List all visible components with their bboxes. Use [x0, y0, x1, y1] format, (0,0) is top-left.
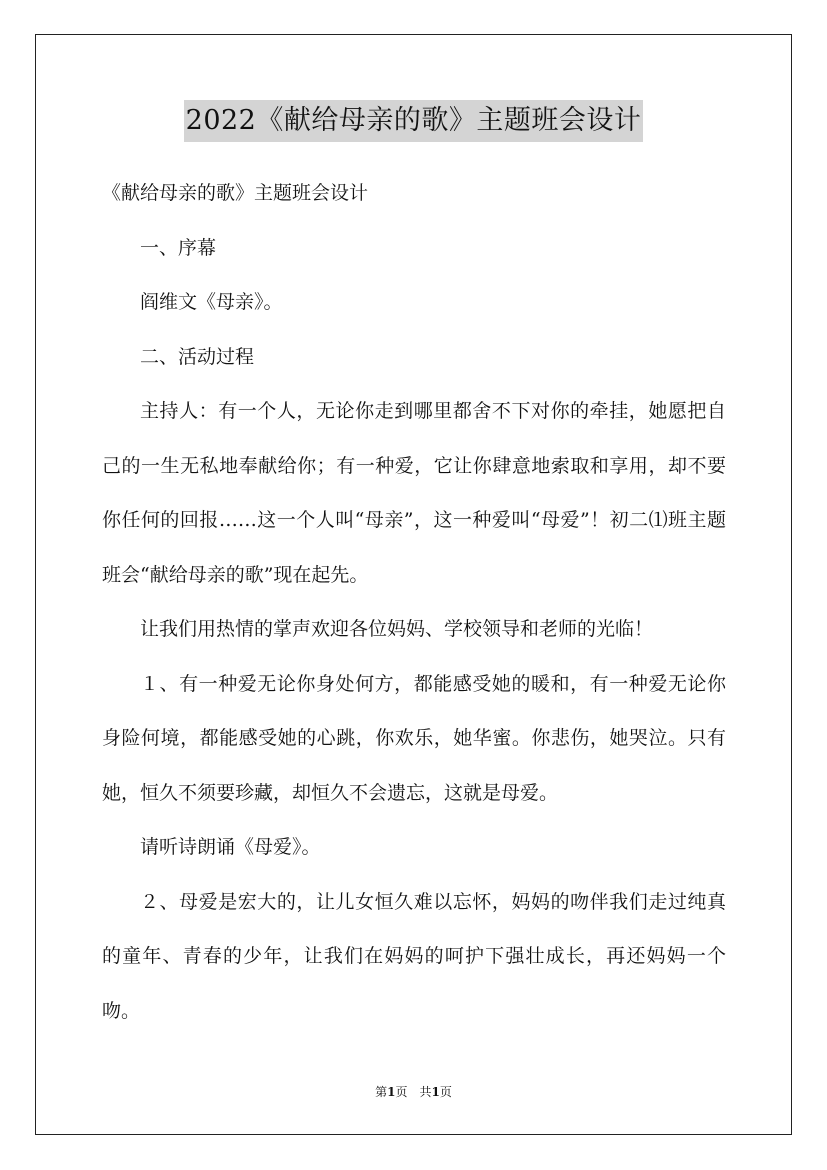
paragraph-welcome: 让我们用热情的掌声欢迎各位妈妈、学校领导和老师的光临！ [140, 618, 654, 640]
title-container [0, 100, 827, 142]
page-total: 1 [431, 1085, 440, 1099]
section-heading-activity: 二、活动过程 [140, 345, 255, 368]
paragraph-item-1: １、有一种爱无论你身处何方，都能感受她的暖和，有一种爱无论你身险何境，都能感受她的心跳，你欢乐，她华蜜。你悲伤，她哭泣。只有她，恒久不须要珍藏，却恒久不会遗忘，这就是母爱。 [102, 672, 726, 804]
total-prefix: 共 [419, 1085, 432, 1099]
total-suffix: 页 [439, 1085, 452, 1099]
document-body [102, 166, 726, 1038]
paragraph-poem: 请听诗朗诵《母爱》。 [140, 836, 321, 858]
page-prefix: 第 [375, 1085, 388, 1099]
page-current: 1 [387, 1085, 396, 1099]
paragraph-subtitle: 《献给母亲的歌》主题班会设计 [102, 182, 369, 204]
paragraph-host-intro: 主持人：有一个人，无论你走到哪里都舍不下对你的牵挂，她愿把自己的一生无私地奉献给你；有一种爱，它让你肆意地索取和享用，却不要你任何的回报……这一个人叫“母亲”，这一种爱叫“母爱”！初二⑴班主题班会“献给母亲的歌”现在起先。 [102, 400, 726, 586]
paragraph-song: 阎维文《母亲》。 [140, 291, 283, 313]
paragraph-item-2: ２、母爱是宏大的，让儿女恒久难以忘怀，妈妈的吻伴我们走过纯真的童年、青春的少年，让我们在妈妈的呵护下强壮成长，再还妈妈一个吻。 [102, 890, 726, 1022]
page-footer [0, 1083, 827, 1101]
page-mid: 页 [395, 1085, 408, 1099]
document-title: 2022《献给母亲的歌》主题班会设计 [184, 100, 644, 142]
section-heading-prologue: 一、序幕 [140, 236, 217, 259]
